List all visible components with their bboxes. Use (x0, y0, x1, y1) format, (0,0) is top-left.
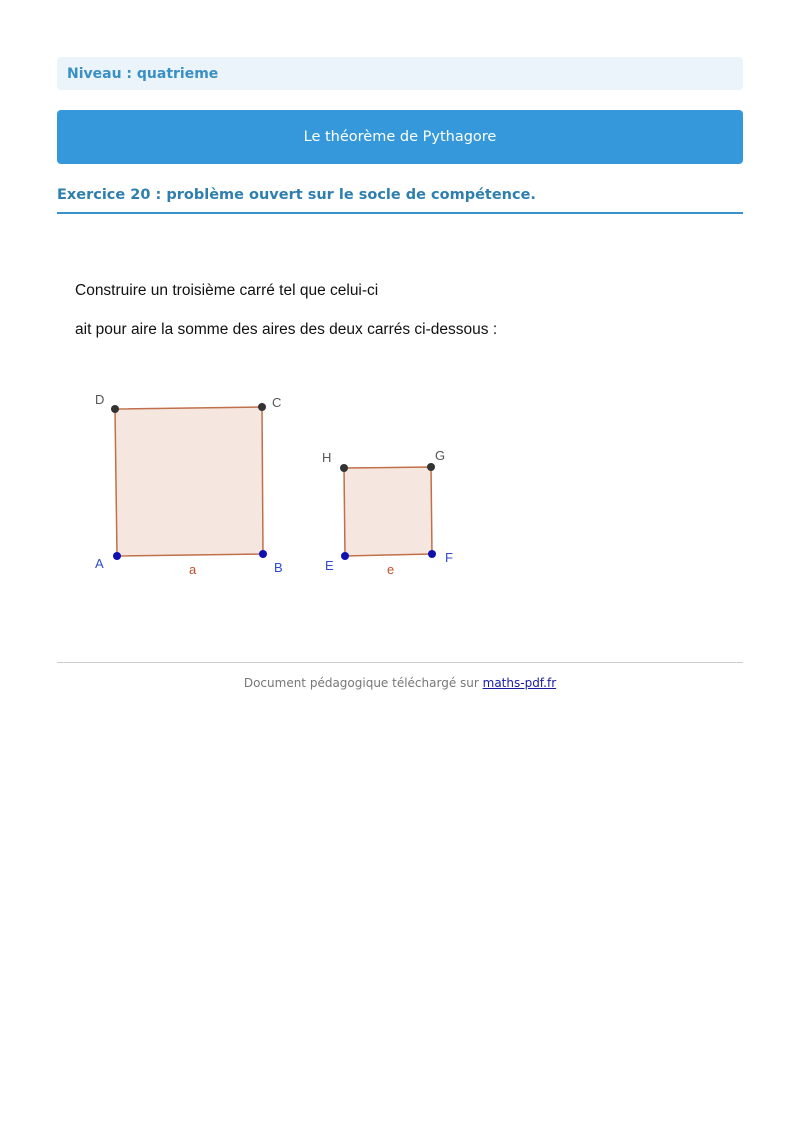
label-d: D (95, 392, 105, 407)
squares-figure (80, 385, 480, 585)
point-g (427, 463, 435, 471)
instruction-line-1: Construire un troisième carré tel que celui-ci (75, 282, 379, 299)
exercise-instructions (75, 281, 497, 340)
level-text: Niveau : quatrieme (67, 65, 219, 82)
side-label-e: e (387, 562, 395, 577)
exercise-title-underline (57, 212, 743, 214)
level-banner (57, 57, 743, 90)
footer-divider (57, 662, 743, 663)
footer-link[interactable]: maths-pdf.fr (482, 676, 557, 690)
label-e: E (325, 558, 334, 573)
footer (57, 676, 743, 690)
label-f: F (445, 550, 453, 565)
label-c: C (272, 395, 282, 410)
point-h (340, 464, 348, 472)
point-c (258, 403, 266, 411)
point-f (428, 550, 436, 558)
square-abcd (115, 407, 263, 556)
instruction-line-2: ait pour aire la somme des aires des deux carrés ci-dessous : (75, 321, 498, 338)
label-b: B (274, 560, 283, 575)
label-g: G (435, 448, 446, 463)
point-d (111, 405, 119, 413)
footer-text: Document pédagogique téléchargé sur (243, 676, 483, 690)
point-b (259, 550, 267, 558)
label-a: A (95, 556, 104, 571)
point-a (113, 552, 121, 560)
square-efgh (344, 467, 432, 556)
label-h: H (322, 450, 332, 465)
exercise-title: Exercice 20 : problème ouvert sur le socle de compétence. (57, 187, 536, 203)
point-e (341, 552, 349, 560)
lesson-title-banner (57, 110, 743, 164)
side-label-a: a (189, 562, 197, 577)
lesson-title: Le théorème de Pythagore (303, 129, 497, 145)
